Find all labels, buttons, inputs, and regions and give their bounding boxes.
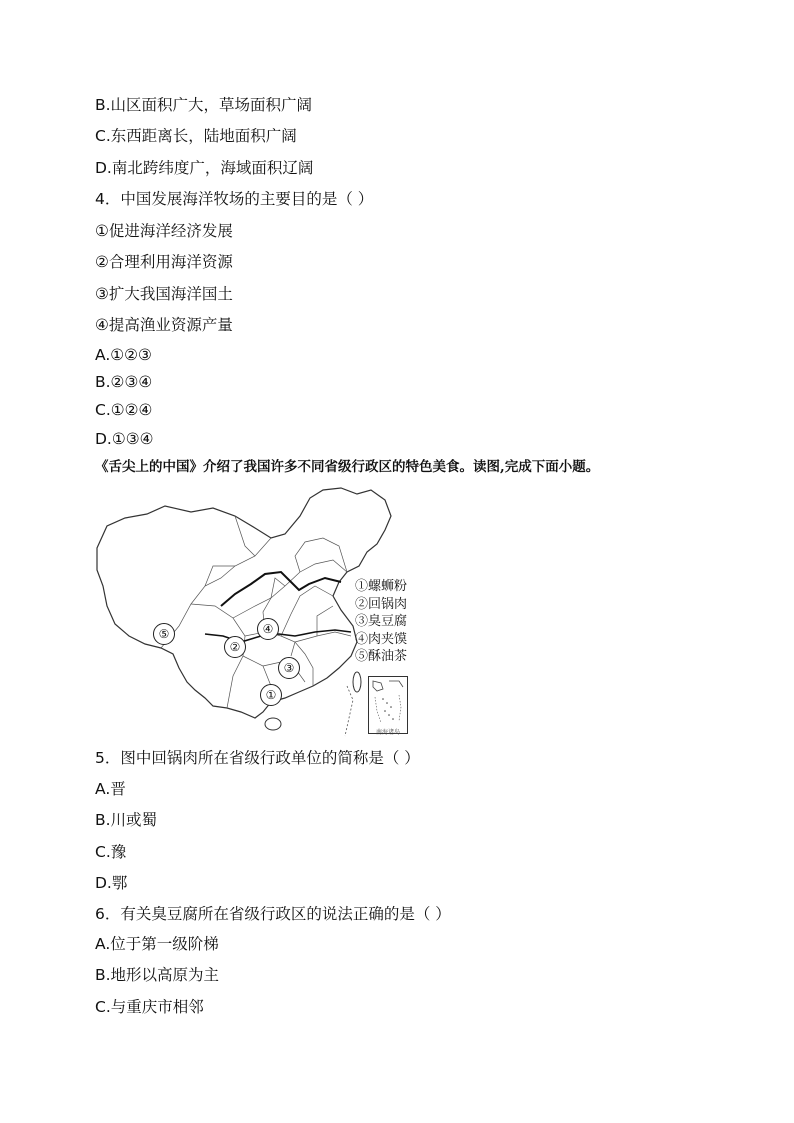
q4-option-b: B.②③④ <box>95 373 153 391</box>
legend-item-3: ③臭豆腐 <box>355 614 408 629</box>
material-intro: 《舌尖上的中国》介绍了我国许多不同省级行政区的特色美食。读图,完成下面小题。 <box>95 459 600 475</box>
q4-item-4: ④提高渔业资源产量 <box>95 316 233 334</box>
legend-item-4: ④肉夹馍 <box>355 631 408 647</box>
marker-5: ⑤ <box>153 623 175 645</box>
inset-caption: 南海诸岛 <box>375 729 400 736</box>
china-outline <box>97 488 391 718</box>
legend-item-5: ⑤酥油茶 <box>355 649 408 664</box>
q5-option-a: A.晋 <box>95 780 126 798</box>
map-legend <box>355 578 407 666</box>
q4-item-1: ①促进海洋经济发展 <box>95 222 233 240</box>
q3-option-c: C.东西距离长，陆地面积广阔 <box>95 127 297 145</box>
q3-option-d: D.南北跨纬度广，海域面积辽阔 <box>95 159 314 177</box>
q5-option-d: D.鄂 <box>95 874 128 892</box>
q6-stem: 6．有关臭豆腐所在省级行政区的说法正确的是（ ） <box>95 905 451 923</box>
marker-3: ③ <box>278 657 300 679</box>
q4-item-2: ②合理利用海洋资源 <box>95 253 233 271</box>
q6-option-b: B.地形以高原为主 <box>95 966 220 984</box>
q6-option-a: A.位于第一级阶梯 <box>95 935 219 953</box>
south-china-sea-inset <box>368 676 408 734</box>
q5-stem: 5．图中回锅肉所在省级行政单位的简称是（ ） <box>95 749 420 767</box>
legend-item-1: ①螺蛳粉 <box>355 579 408 594</box>
q3-option-b: B.山区面积广大，草场面积广阔 <box>95 96 313 114</box>
q6-option-c: C.与重庆市相邻 <box>95 998 204 1016</box>
q5-option-b: B.川或蜀 <box>95 811 158 829</box>
marker-1: ① <box>260 684 282 706</box>
q5-option-c: C.豫 <box>95 843 127 861</box>
marker-4: ④ <box>257 618 279 640</box>
q4-option-a: A.①②③ <box>95 346 152 364</box>
legend-item-2: ②回锅肉 <box>355 596 408 612</box>
taiwan-island <box>353 672 361 692</box>
q4-item-3: ③扩大我国海洋国土 <box>95 285 233 303</box>
q4-stem: 4．中国发展海洋牧场的主要目的是（ ） <box>95 190 374 208</box>
q4-option-d: D.①③④ <box>95 430 154 448</box>
hainan-island <box>265 718 281 730</box>
marker-2: ② <box>224 636 246 658</box>
q4-option-c: C.①②④ <box>95 401 153 419</box>
